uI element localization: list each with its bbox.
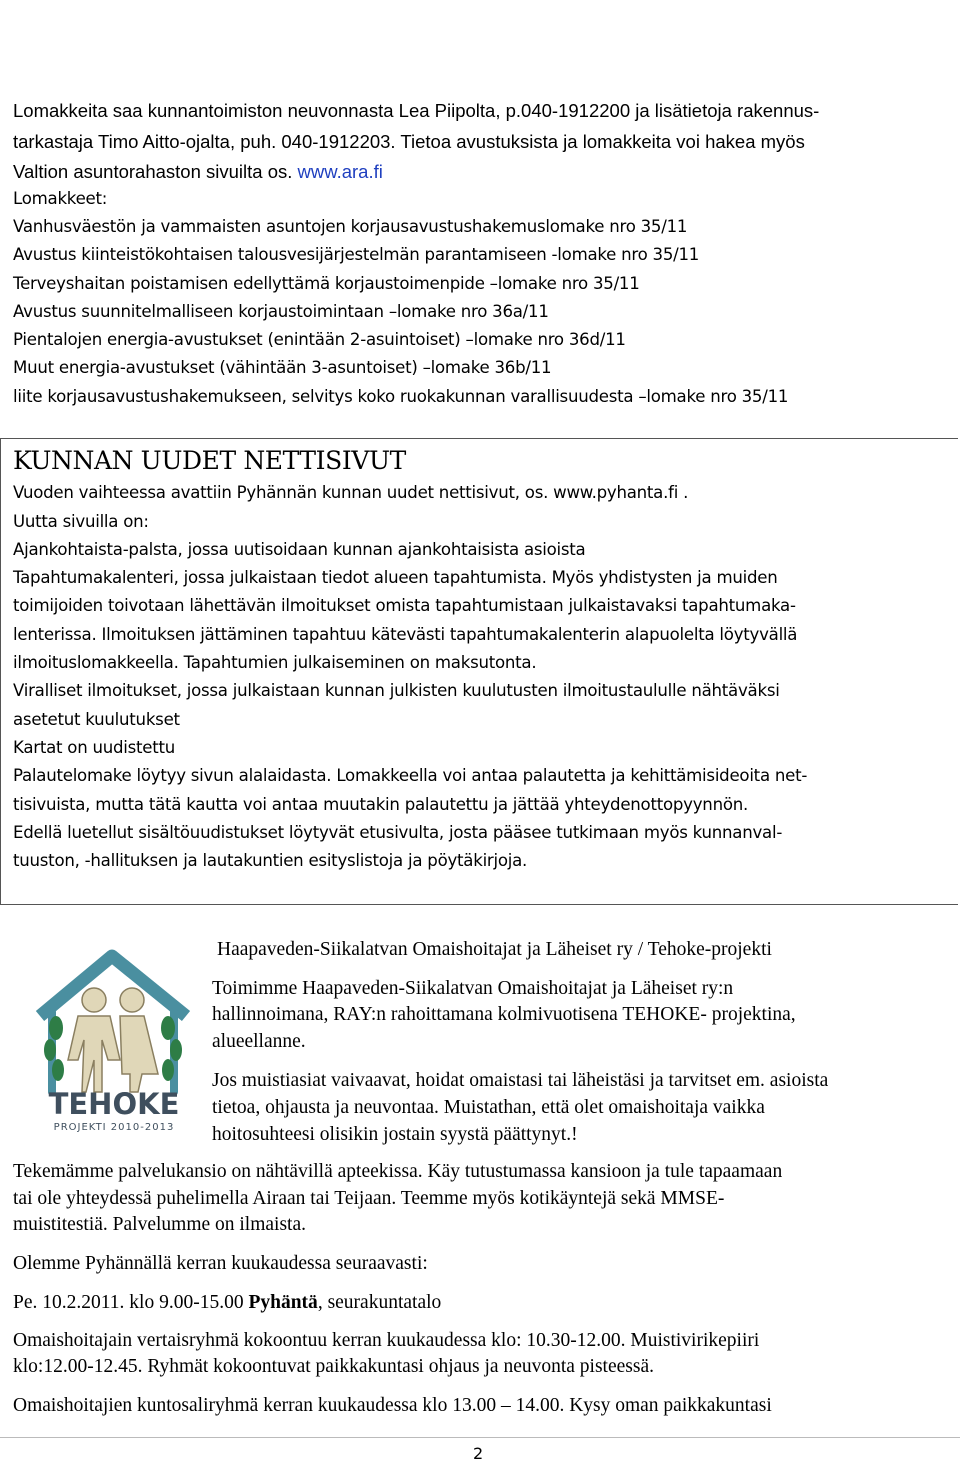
form-item: Avustus kiinteistökohtaisen talousvesijärjestelmän parantamiseen -lomake nro 35/11 bbox=[13, 245, 700, 264]
website-line: ilmoituslomakkeella. Tapahtumien julkaiseminen on maksutonta. bbox=[13, 653, 537, 672]
visit-place-rest: , seurakuntatalo bbox=[317, 1292, 442, 1313]
form-item: Terveyshaitan poistamisen edellyttämä korjaustoimenpide –lomake nro 35/11 bbox=[13, 274, 640, 293]
article-line: Omaishoitajien kuntosaliryhmä kerran kuukaudessa klo 13.00 – 14.00. Kysy oman paikkakuntasi bbox=[13, 1395, 772, 1416]
article-title: Haapaveden-Siikalatvan Omaishoitajat ja Läheiset ry / Tehoke-projekti bbox=[217, 939, 772, 960]
website-line: Edellä luetellut sisältöuudistukset löytyvät etusivulta, josta pääsee tutkimaan myös kunnanval- bbox=[13, 823, 783, 842]
page-number: 2 bbox=[473, 1444, 484, 1463]
form-item: liite korjausavustushakemukseen, selvitys koko ruokakunnan varallisuudesta –lomake nro 35/11 bbox=[13, 387, 789, 406]
logo-subtitle: PROJEKTI 2010-2013 bbox=[53, 1122, 175, 1133]
article-line: Omaishoitajain vertaisryhmä kokoontuu kerran kuukaudessa klo: 10.30-12.00. Muistivirikepiiri bbox=[13, 1330, 760, 1351]
visit-date: Pe. 10.2.2011. klo 9.00-15.00 bbox=[13, 1292, 249, 1313]
intro-line: tarkastaja Timo Aitto-ojalta, puh. 040-1912203. Tietoa avustuksista ja lomakkeita voi hakea myös bbox=[13, 131, 805, 152]
footer-rule bbox=[0, 1437, 960, 1438]
article-line: Olemme Pyhännällä kerran kuukaudessa seuraavasti: bbox=[13, 1253, 428, 1274]
website-line: Kartat on uudistettu bbox=[13, 738, 176, 757]
form-item: Vanhusväestön ja vammaisten asuntojen korjausavustushakemuslomake nro 35/11 bbox=[13, 217, 688, 236]
article-line: hallinnoimana, RAY:n rahoittamana kolmivuotisena TEHOKE- projektina, bbox=[212, 1004, 796, 1025]
website-line: lenterissa. Ilmoituksen jättäminen tapahtuu kätevästi tapahtumakalenterin alapuolelta löytyvällä bbox=[13, 625, 798, 644]
website-line: Vuoden vaihteessa avattiin Pyhännän kunnan uudet nettisivut, os. www.pyhanta.fi . bbox=[13, 483, 689, 502]
article-line: alueellanne. bbox=[212, 1031, 306, 1052]
article-line: hoitosuhteesi olisikin jostain syystä päättynyt.! bbox=[212, 1124, 578, 1145]
website-line: toimijoiden toivotaan lähettävän ilmoitukset omista tapahtumistaan julkaistavaksi tapahtumaka- bbox=[13, 596, 796, 615]
visit-place: Pyhäntä bbox=[248, 1292, 318, 1313]
website-line: tisivuista, mutta tätä kautta voi antaa muutakin palautettu ja jättää yhteydenottopyynnön. bbox=[13, 795, 749, 814]
website-line: Tapahtumakalenteri, jossa julkaistaan tiedot alueen tapahtumista. Myös yhdistysten ja muiden bbox=[13, 568, 778, 587]
article-line: tai ole yhteydessä puhelimella Airaan tai Teijaan. Teemme myös kotikäyntejä sekä MMSE- bbox=[13, 1188, 725, 1209]
article-line: muistitestiä. Palvelumme on ilmaista. bbox=[13, 1214, 307, 1235]
website-line: Ajankohtaista-palsta, jossa uutisoidaan kunnan ajankohtaisista asioista bbox=[13, 540, 586, 559]
website-line: Uutta sivuilla on: bbox=[13, 512, 149, 531]
website-line: asetetut kuulutukset bbox=[13, 710, 180, 729]
ara-link[interactable]: www.ara.fi bbox=[297, 161, 383, 182]
website-line: Palautelomake löytyy sivun alalaidasta. Lomakkeella voi antaa palautetta ja kehittämisideoita net- bbox=[13, 766, 808, 785]
article-line: Toimimme Haapaveden-Siikalatvan Omaishoitajat ja Läheiset ry:n bbox=[212, 978, 734, 999]
website-line: Viralliset ilmoitukset, jossa julkaistaan kunnan julkisten kuulutusten ilmoitustaululle nähtäväksi bbox=[13, 681, 780, 700]
article-line: Jos muistiasiat vaivaavat, hoidat omaistasi tai läheistäsi ja tarvitset em. asioista bbox=[212, 1070, 829, 1091]
visit-line bbox=[13, 1293, 441, 1313]
tehoke-logo bbox=[26, 942, 202, 1134]
article-line: klo:12.00-12.45. Ryhmät kokoontuvat paikkakuntasi ohjaus ja neuvonta pisteessä. bbox=[13, 1356, 654, 1377]
website-line: tuuston, -hallituksen ja lautakuntien esityslistoja ja pöytäkirjoja. bbox=[13, 851, 528, 870]
intro-text: Valtion asuntorahaston sivuilta os. bbox=[13, 161, 298, 182]
form-item: Muut energia-avustukset (vähintään 3-asuntoiset) –lomake 36b/11 bbox=[13, 358, 552, 377]
intro-line: Lomakkeita saa kunnantoimiston neuvonnasta Lea Piipolta, p.040-1912200 ja lisätietoja rakennus- bbox=[13, 100, 820, 121]
article-line: tietoa, ohjausta ja neuvontaa. Muistathan, että olet omaishoitaja vaikka bbox=[212, 1097, 765, 1118]
forms-heading: Lomakkeet: bbox=[13, 189, 108, 208]
family-figures-icon bbox=[68, 988, 158, 1092]
article-line: Tekemämme palvelukansio on nähtävillä apteekissa. Käy tutustumassa kansioon ja tule tapaamaan bbox=[13, 1161, 783, 1182]
form-item: Avustus suunnitelmalliseen korjaustoimintaan –lomake nro 36a/11 bbox=[13, 302, 549, 321]
section-title: KUNNAN UUDET NETTISIVUT bbox=[13, 446, 406, 475]
form-item: Pientalojen energia-avustukset (enintään 2-asuintoiset) –lomake nro 36d/11 bbox=[13, 330, 626, 349]
logo-wordmark: TEHOKE bbox=[48, 1087, 180, 1121]
intro-line bbox=[13, 163, 383, 182]
